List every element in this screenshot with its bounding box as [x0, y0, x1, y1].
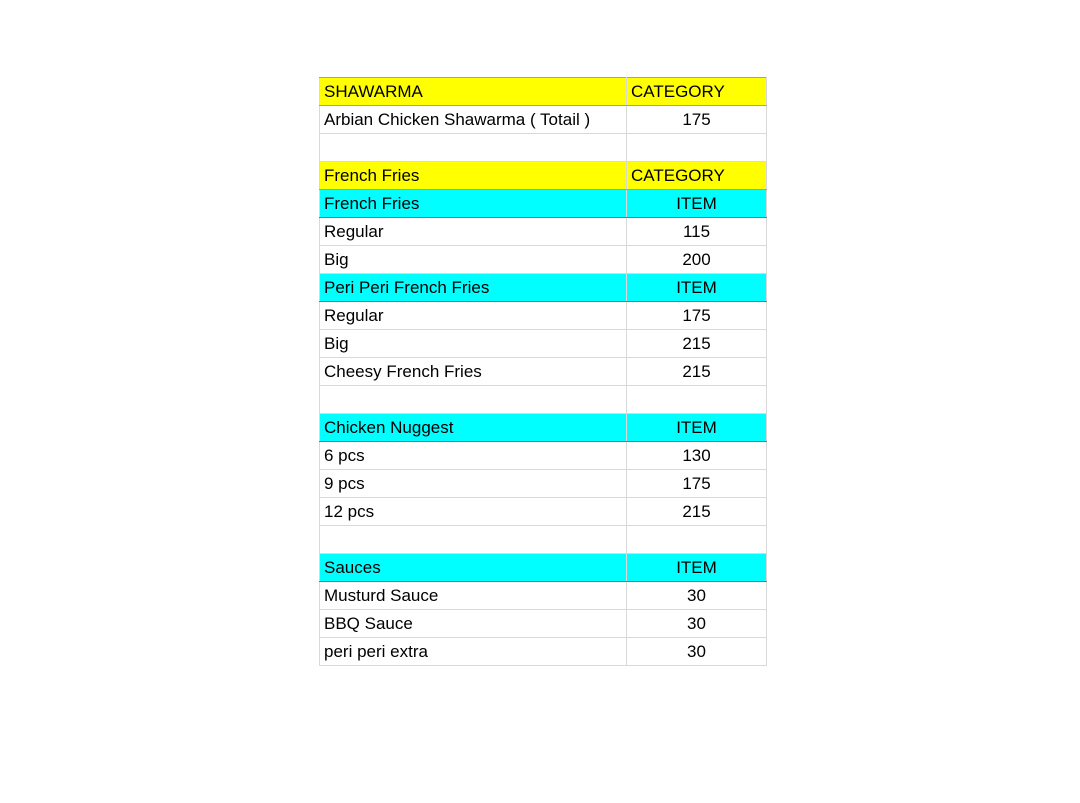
item-header-row [320, 554, 767, 582]
table-row [320, 218, 767, 246]
item-name-cell[interactable]: BBQ Sauce [320, 610, 627, 638]
table-row [320, 498, 767, 526]
item-price-cell[interactable]: 30 [627, 610, 767, 638]
blank-row [320, 134, 767, 162]
item-price-cell[interactable]: 30 [627, 582, 767, 610]
item-header-row [320, 190, 767, 218]
item-name-cell[interactable]: peri peri extra [320, 638, 627, 666]
item-header-row [320, 274, 767, 302]
item-name-cell[interactable]: Musturd Sauce [320, 582, 627, 610]
category-header-row [320, 162, 767, 190]
item-group-label-cell[interactable]: ITEM [627, 190, 767, 218]
item-price-cell[interactable]: 200 [627, 246, 767, 274]
item-price-cell[interactable]: 175 [627, 302, 767, 330]
item-group-name-cell[interactable]: French Fries [320, 190, 627, 218]
empty-cell[interactable] [627, 386, 767, 414]
table-row [320, 582, 767, 610]
table-row [320, 106, 767, 134]
category-header-row [320, 78, 767, 106]
category-label-cell[interactable]: CATEGORY [627, 162, 767, 190]
item-name-cell[interactable]: 12 pcs [320, 498, 627, 526]
item-price-cell[interactable]: 215 [627, 498, 767, 526]
empty-cell[interactable] [627, 134, 767, 162]
item-price-cell[interactable]: 215 [627, 358, 767, 386]
blank-row [320, 386, 767, 414]
item-price-cell[interactable]: 175 [627, 470, 767, 498]
item-name-cell[interactable]: 6 pcs [320, 442, 627, 470]
empty-cell[interactable] [627, 526, 767, 554]
table-row [320, 246, 767, 274]
category-name-cell[interactable]: French Fries [320, 162, 627, 190]
category-label-cell[interactable]: CATEGORY [627, 78, 767, 106]
table-row [320, 638, 767, 666]
menu-price-table [319, 77, 767, 666]
item-group-label-cell[interactable]: ITEM [627, 274, 767, 302]
empty-cell[interactable] [320, 526, 627, 554]
item-price-cell[interactable]: 215 [627, 330, 767, 358]
item-name-cell[interactable]: Big [320, 246, 627, 274]
table-row [320, 302, 767, 330]
item-name-cell[interactable]: Big [320, 330, 627, 358]
item-price-cell[interactable]: 130 [627, 442, 767, 470]
category-name-cell[interactable]: SHAWARMA [320, 78, 627, 106]
table-row [320, 610, 767, 638]
table-row [320, 470, 767, 498]
item-name-cell[interactable]: Regular [320, 302, 627, 330]
item-group-label-cell[interactable]: ITEM [627, 554, 767, 582]
item-price-cell[interactable]: 115 [627, 218, 767, 246]
item-group-label-cell[interactable]: ITEM [627, 414, 767, 442]
table-row [320, 442, 767, 470]
item-price-cell[interactable]: 175 [627, 106, 767, 134]
item-price-cell[interactable]: 30 [627, 638, 767, 666]
table-row [320, 330, 767, 358]
item-group-name-cell[interactable]: Chicken Nuggest [320, 414, 627, 442]
item-name-cell[interactable]: Arbian Chicken Shawarma ( Totail ) [320, 106, 627, 134]
empty-cell[interactable] [320, 386, 627, 414]
item-group-name-cell[interactable]: Peri Peri French Fries [320, 274, 627, 302]
item-header-row [320, 414, 767, 442]
item-name-cell[interactable]: Regular [320, 218, 627, 246]
item-name-cell[interactable]: Cheesy French Fries [320, 358, 627, 386]
item-name-cell[interactable]: 9 pcs [320, 470, 627, 498]
item-group-name-cell[interactable]: Sauces [320, 554, 627, 582]
blank-row [320, 526, 767, 554]
empty-cell[interactable] [320, 134, 627, 162]
table-row [320, 358, 767, 386]
